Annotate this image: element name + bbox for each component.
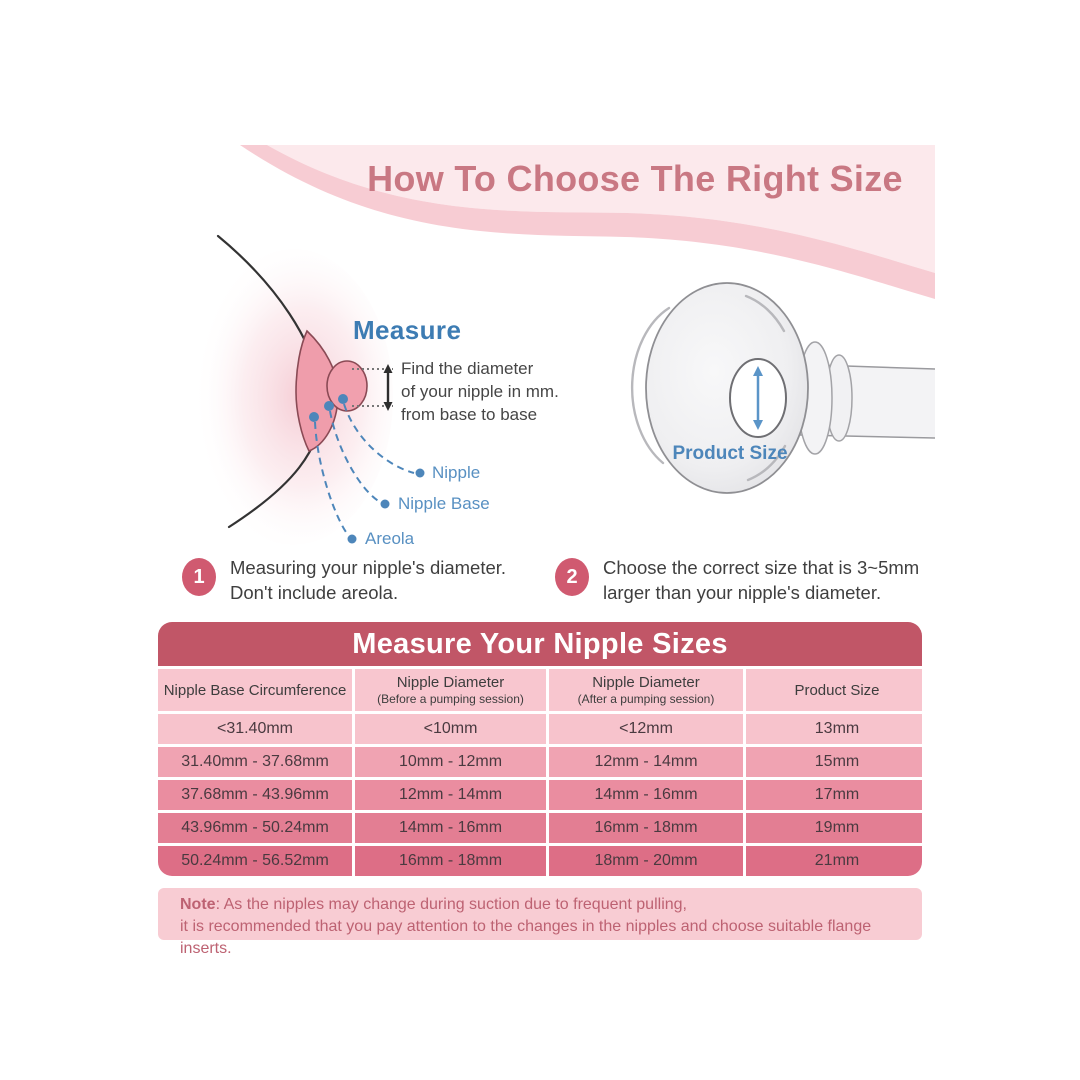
breast-diagram (193, 236, 425, 545)
table-cell: 15mm (746, 747, 922, 777)
step-text-line: Don't include areola. (230, 582, 399, 603)
table-header-cell: Nipple Diameter (After a pumping session) (549, 669, 743, 711)
note-label: Note (180, 896, 216, 913)
note-line-2: it is recommended that you pay attention to the changes in the nipples and choose suitable flange inserts. (180, 918, 872, 957)
table-cell: 16mm - 18mm (549, 813, 743, 843)
measure-instruction-line: from base to base (401, 405, 538, 424)
step-2-badge: 2 (555, 558, 589, 596)
step-text-line: Choose the correct size that is 3~5mm (603, 557, 920, 578)
measure-instruction-line: Find the diameter (401, 359, 534, 378)
table-cell: 12mm - 14mm (355, 780, 546, 810)
step-1 (182, 555, 542, 605)
step-text-line: larger than your nipple's diameter. (603, 582, 882, 603)
nipple-base-label: Nipple Base (398, 494, 490, 513)
size-table-grid (158, 666, 922, 876)
note-bar (158, 888, 922, 957)
areola-label: Areola (365, 529, 415, 548)
note-line-1: Note: As the nipples may change during suction due to frequent pulling, (180, 896, 687, 913)
table-cell: 50.24mm - 56.52mm (158, 846, 352, 876)
step-1-text (230, 555, 506, 605)
table-cell: 17mm (746, 780, 922, 810)
nipple-label: Nipple (432, 463, 481, 482)
table-header-cell: Nipple Base Circumference (158, 669, 352, 711)
measure-heading: Measure (353, 315, 462, 345)
table-cell: 31.40mm - 37.68mm (158, 747, 352, 777)
step-2 (555, 555, 925, 605)
table-cell: 16mm - 18mm (355, 846, 546, 876)
table-cell: 18mm - 20mm (549, 846, 743, 876)
measure-instruction-line: of your nipple in mm. (401, 382, 559, 401)
table-cell: 37.68mm - 43.96mm (158, 780, 352, 810)
step-1-badge: 1 (182, 558, 216, 596)
page-title: How To Choose The Right Size (367, 158, 903, 199)
table-cell: 14mm - 16mm (549, 780, 743, 810)
table-cell: 13mm (746, 714, 922, 744)
table-cell: <31.40mm (158, 714, 352, 744)
table-cell: 14mm - 16mm (355, 813, 546, 843)
measure-instruction (401, 357, 559, 426)
table-cell: 12mm - 14mm (549, 747, 743, 777)
step-2-text (603, 555, 919, 605)
table-title: Measure Your Nipple Sizes (158, 622, 922, 666)
table-header-cell: Nipple Diameter (Before a pumping session) (355, 669, 546, 711)
table-cell: <10mm (355, 714, 546, 744)
size-table (158, 622, 922, 876)
table-cell: 21mm (746, 846, 922, 876)
table-cell: <12mm (549, 714, 743, 744)
step-text-line: Measuring your nipple's diameter. (230, 557, 507, 578)
product-size-label: Product Size (672, 443, 788, 464)
table-cell: 10mm - 12mm (355, 747, 546, 777)
table-cell: 43.96mm - 50.24mm (158, 813, 352, 843)
content-area (145, 145, 935, 957)
table-cell: 19mm (746, 813, 922, 843)
table-header-cell: Product Size (746, 669, 922, 711)
